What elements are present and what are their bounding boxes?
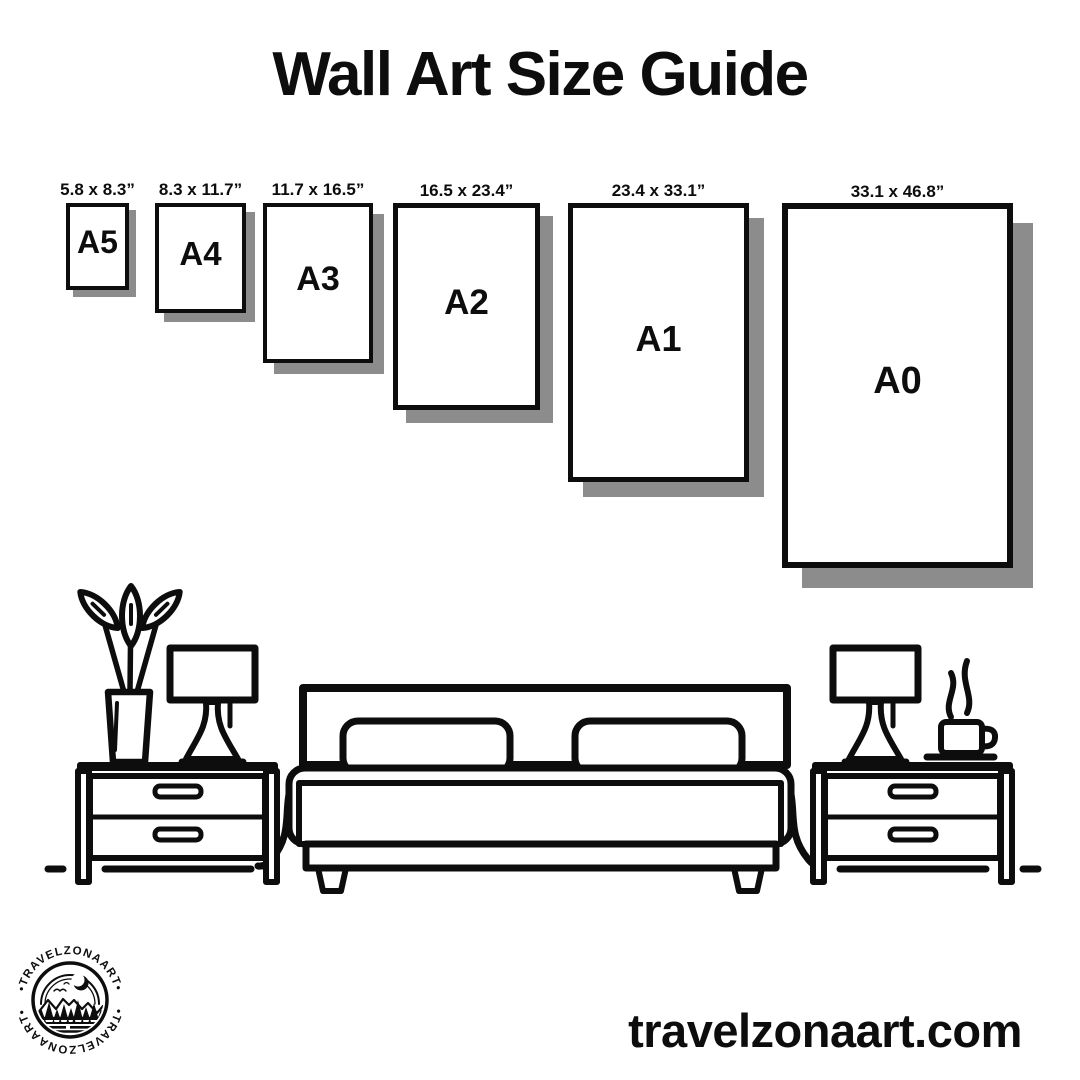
size-card-a4: [155, 180, 246, 313]
size-name-a3: A3: [296, 259, 340, 298]
size-dimensions-a4: 8.3 x 11.7”: [158, 180, 243, 199]
bed: [258, 688, 822, 891]
moon-icon: [72, 974, 89, 991]
coffee-cup-icon: [927, 661, 995, 757]
size-dimensions-a3: 11.7 x 16.5”: [271, 180, 365, 199]
drawer-handle: [890, 786, 936, 797]
mattress-front: [299, 783, 781, 844]
nightstand-right: [812, 762, 1013, 882]
drawer-handle: [155, 829, 201, 840]
drawer-handle: [155, 786, 201, 797]
size-name-a0: A0: [873, 360, 922, 402]
birds-icon: [54, 989, 66, 991]
size-card-a1: [568, 181, 749, 482]
bird-icon: [64, 983, 69, 985]
website-url: travelzonaart.com: [628, 1004, 1022, 1057]
size-name-a2: A2: [444, 282, 489, 322]
table-lamp-left-icon: [170, 648, 255, 762]
size-card-a3: [263, 180, 373, 363]
brand-logo: [8, 938, 132, 1062]
size-dimensions-a2: 16.5 x 23.4”: [419, 181, 514, 200]
table-lamp-right-icon: [833, 648, 918, 762]
size-dimensions-a5: 5.8 x 8.3”: [60, 180, 135, 199]
size-name-a1: A1: [635, 317, 682, 359]
size-dimensions-a1: 23.4 x 33.1”: [611, 181, 706, 200]
logo-arc-text-bottom: •TRAVELZONAART•: [15, 1007, 125, 1056]
bedroom-illustration: [0, 580, 1080, 915]
nightstand-left: [77, 762, 278, 882]
steam-icon: [949, 673, 954, 717]
size-name-a4: A4: [179, 235, 222, 272]
logo-arc-text-top: •TRAVELZONAART•: [15, 944, 125, 993]
steam-icon: [965, 661, 970, 713]
size-card-a2: [393, 181, 540, 410]
page-title: Wall Art Size Guide: [272, 40, 808, 109]
drawer-handle: [890, 829, 936, 840]
size-card-a0: [782, 182, 1013, 568]
size-name-a5: A5: [77, 224, 118, 260]
bed-base: [306, 844, 776, 868]
size-card-a5: [60, 180, 135, 290]
cup-body: [941, 722, 982, 753]
size-dimensions-a0: 33.1 x 46.8”: [850, 182, 945, 201]
